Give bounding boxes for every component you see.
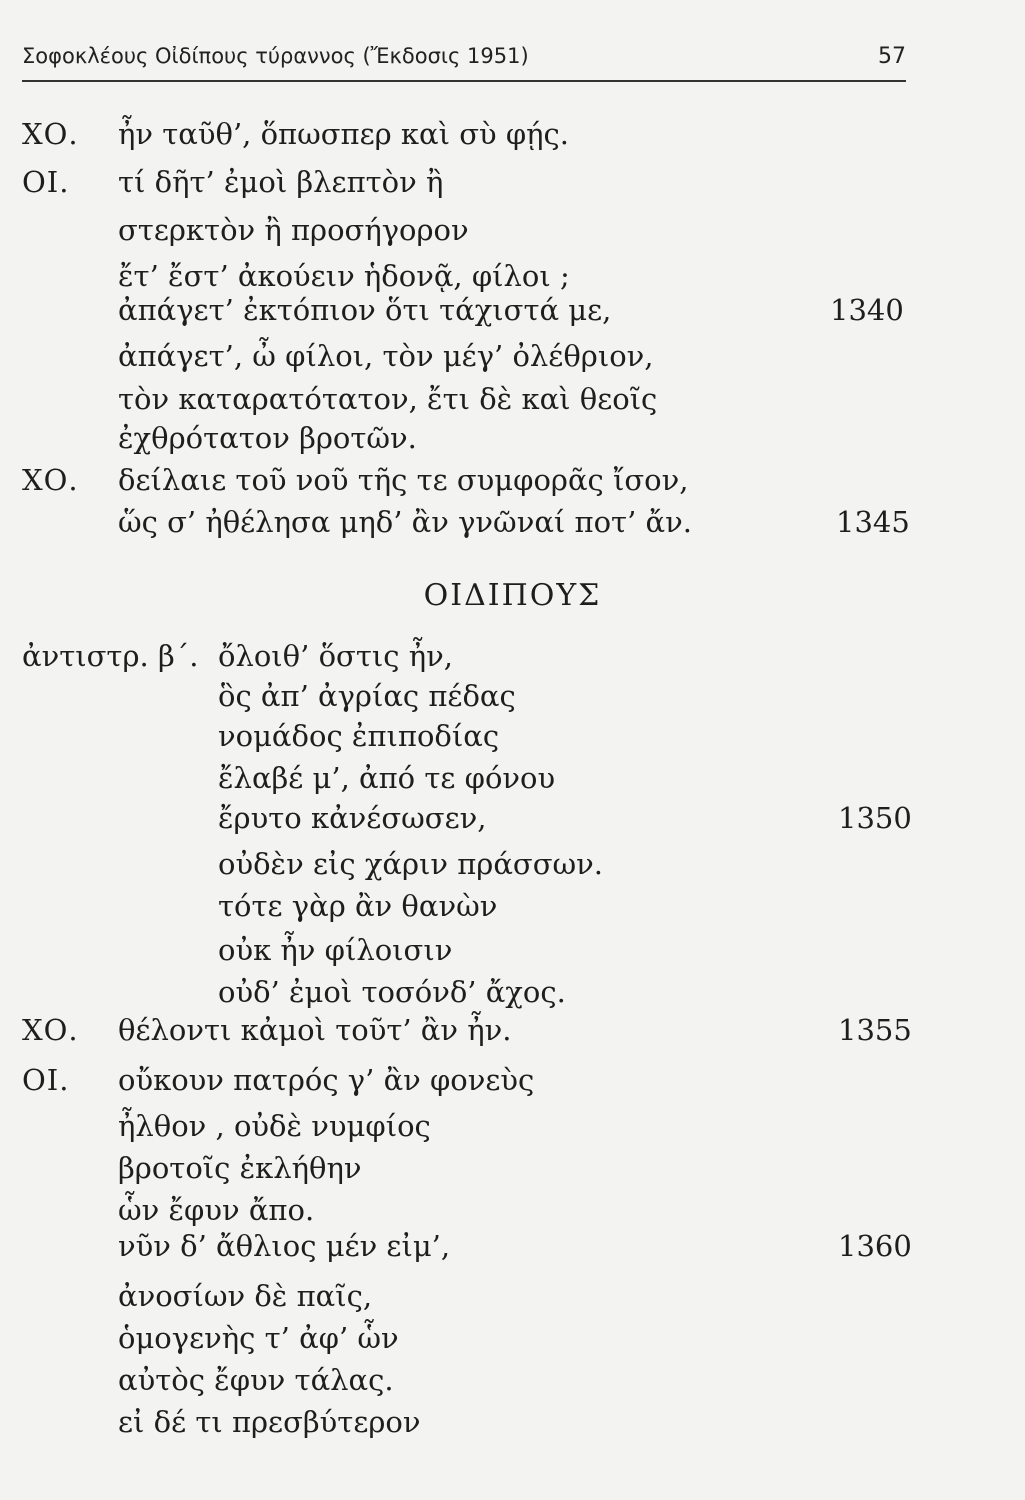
verse-line: τὸν καταρατότατον, ἔτι δὲ καὶ θεοῖς — [118, 382, 658, 416]
verse-line: ὁμογενὴς τ’ ἀφ’ ὧν — [118, 1321, 399, 1355]
speaker-label: ΧΟ. — [22, 463, 79, 497]
verse-line: θέλοντι κἀμοὶ τοῦτ’ ἂν ἦν. — [118, 1013, 512, 1047]
verse-line: τότε γὰρ ἂν θανὼν — [218, 889, 498, 923]
section-heading: ΟΙΔΙΠΟΥΣ — [423, 578, 602, 613]
verse-line: νῦν δ’ ἄθλιος μέν εἰμ’, — [118, 1229, 451, 1263]
verse-line: νομάδος ἐπιποδίας — [218, 719, 500, 753]
verse-line: οὔκουν πατρός γ’ ἂν φονεὺς — [118, 1063, 535, 1097]
verse-line: ἦλθον , οὐδὲ νυμφίος — [118, 1109, 431, 1143]
line-number: 1355 — [838, 1013, 912, 1047]
line-number: 1340 — [830, 293, 904, 327]
verse-line: ἐχθρότατον βροτῶν. — [118, 421, 417, 455]
verse-line: ἔτ’ ἔστ’ ἀκούειν ἡδονᾷ, φίλοι ; — [118, 259, 570, 293]
verse-line: εἰ δέ τι πρεσβύτερον — [118, 1405, 421, 1439]
header-rule — [22, 80, 906, 82]
speaker-label: ΟΙ. — [22, 1063, 70, 1097]
speaker-label: ΧΟ. — [22, 1013, 79, 1047]
verse-line: ἀπάγετ’, ὦ φίλοι, τὸν μέγ’ ὀλέθριον, — [118, 339, 654, 373]
verse-line: ὄλοιθ’ ὅστις ἦν, — [218, 639, 453, 673]
line-number: 1345 — [836, 505, 910, 539]
verse-line: ὃς ἀπ’ ἀγρίας πέδας — [218, 679, 516, 713]
verse-line: ἦν ταῦθ’, ὅπωσπερ καὶ σὺ φῄς. — [118, 117, 569, 151]
strophe-label: ἀντιστρ. β΄. — [22, 639, 199, 673]
verse-line: ἀπάγετ’ ἐκτόπιον ὅτι τάχιστά με, — [118, 293, 612, 327]
line-number: 1360 — [838, 1229, 912, 1263]
verse-line: βροτοῖς ἐκλήθην — [118, 1151, 362, 1185]
verse-line: τί δῆτ’ ἐμοὶ βλεπτὸν ἢ — [118, 165, 444, 199]
verse-line: ὥς σ’ ἠθέλησα μηδ’ ἂν γνῶναί ποτ’ ἄν. — [118, 505, 692, 539]
verse-line: οὐδὲν εἰς χάριν πράσσων. — [218, 847, 604, 881]
running-header-title: Σοφοκλέους Οἰδίπους τύραννος (Ἔκδοσις 1951) — [22, 44, 529, 68]
page-number: 57 — [878, 44, 906, 69]
verse-line: ὧν ἔφυν ἄπο. — [118, 1193, 315, 1227]
verse-line: αὐτὸς ἔφυν τάλας. — [118, 1363, 394, 1397]
line-number: 1350 — [838, 801, 912, 835]
verse-line: ἔρυτο κἀνέσωσεν, — [218, 801, 487, 835]
verse-line: ἔλαβέ μ’, ἀπό τε φόνου — [218, 761, 556, 795]
speaker-label: ΟΙ. — [22, 165, 70, 199]
verse-line: ἀνοσίων δὲ παῖς, — [118, 1279, 373, 1313]
speaker-label: ΧΟ. — [22, 117, 79, 151]
verse-line: στερκτὸν ἢ προσήγορον — [118, 213, 469, 247]
verse-line: οὐκ ἦν φίλοισιν — [218, 933, 453, 967]
verse-line: οὐδ’ ἐμοὶ τοσόνδ’ ἄχος. — [218, 975, 566, 1009]
verse-line: δείλαιε τοῦ νοῦ τῆς τε συμφορᾶς ἴσον, — [118, 463, 689, 497]
